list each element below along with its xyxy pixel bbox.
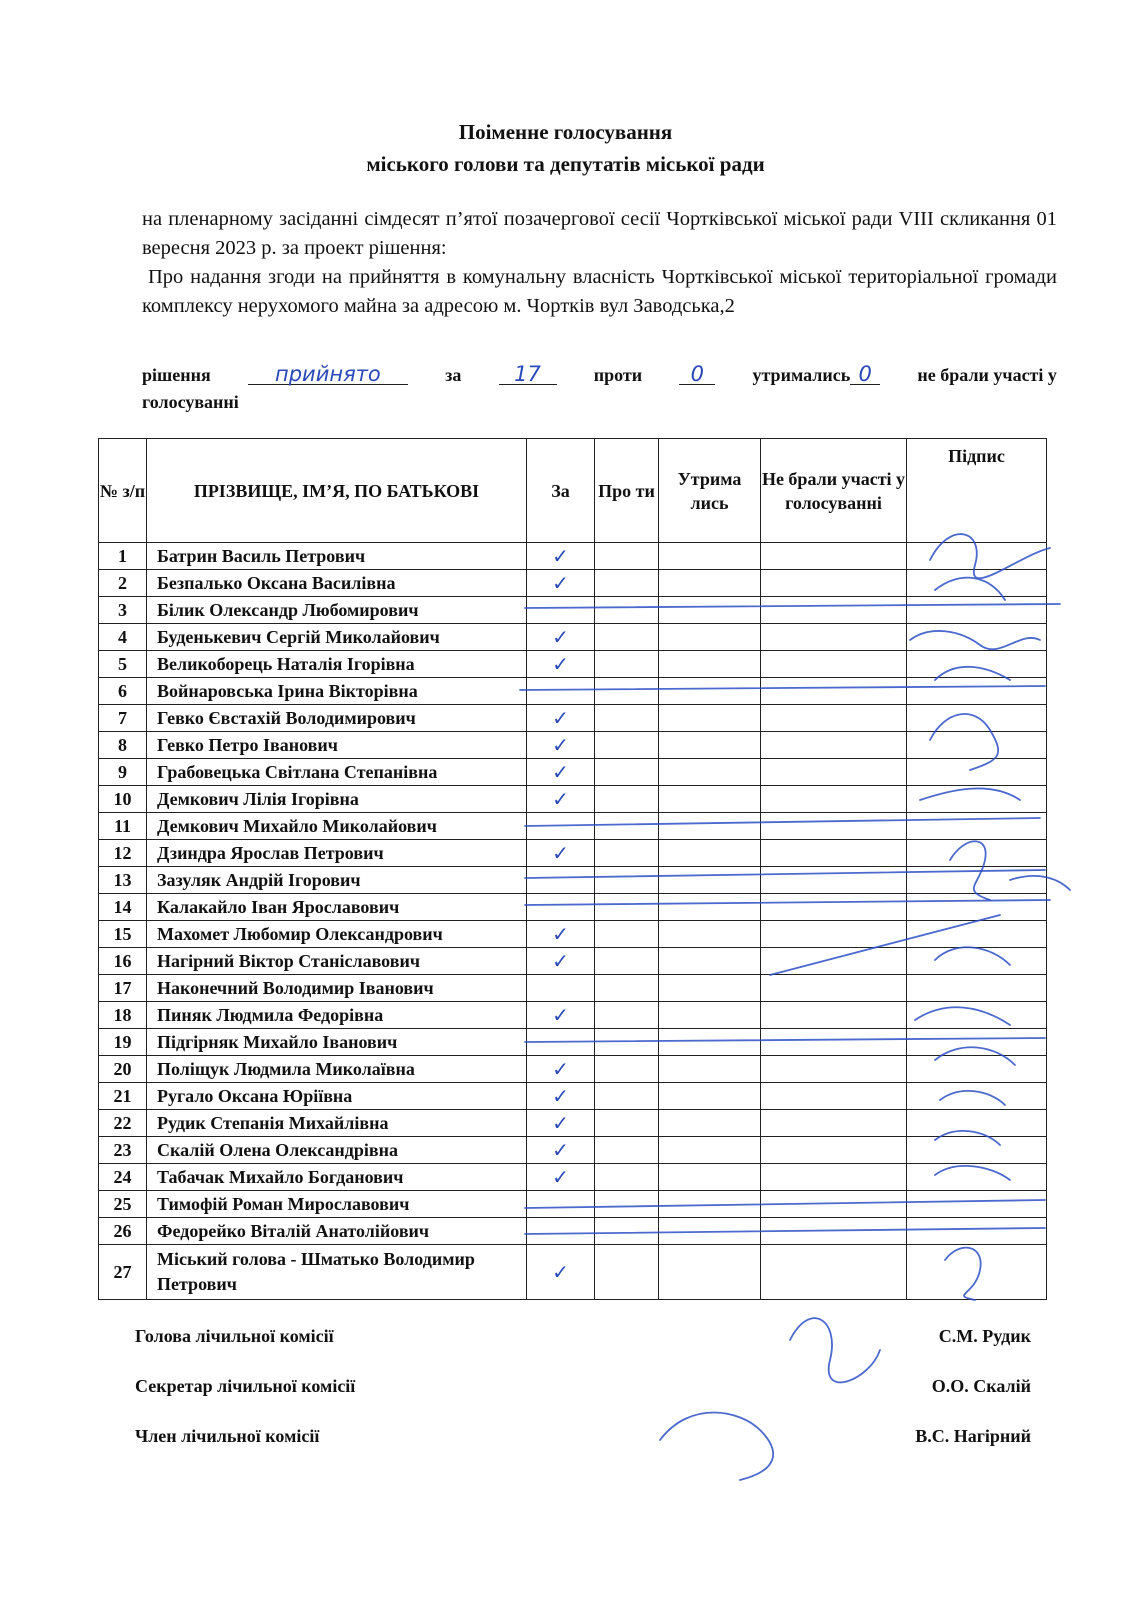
- row-against: [595, 732, 659, 759]
- session-description: [142, 205, 1057, 321]
- row-name: Тимофій Роман Мирославович: [147, 1191, 527, 1218]
- checkmark-icon: ✓: [552, 1057, 569, 1081]
- row-abstain: [659, 813, 761, 840]
- row-name: Рудик Степанія Михайлівна: [147, 1110, 527, 1137]
- row-not-participated: [761, 1029, 907, 1056]
- row-abstain: [659, 1083, 761, 1110]
- row-for: [527, 1029, 595, 1056]
- row-signature: [907, 732, 1047, 759]
- row-signature: [907, 921, 1047, 948]
- row-not-participated: [761, 705, 907, 732]
- for-label: за: [445, 365, 462, 385]
- row-number: 6: [99, 678, 147, 705]
- header-num: № з/п: [99, 439, 147, 543]
- row-signature: [907, 597, 1047, 624]
- row-name: Батрин Василь Петрович: [147, 543, 527, 570]
- row-against: [595, 1083, 659, 1110]
- checkmark-icon: ✓: [552, 1084, 569, 1108]
- row-signature: [907, 651, 1047, 678]
- row-signature: [907, 1083, 1047, 1110]
- row-against: [595, 813, 659, 840]
- row-for: [527, 1191, 595, 1218]
- row-for: [527, 921, 595, 948]
- row-name: Федорейко Віталій Анатолійович: [147, 1218, 527, 1245]
- document-subtitle: міського голови та депутатів міської ради: [366, 152, 765, 176]
- row-abstain: [659, 1191, 761, 1218]
- draft-decision-title: Про надання згоди на прийняття в комунальну власність Чортківської міської територіальної громади комплексу нерухомого майна за адресою м. Чортків вул Заводська,2: [142, 266, 1057, 317]
- row-number: 5: [99, 651, 147, 678]
- row-abstain: [659, 651, 761, 678]
- row-number: 17: [99, 975, 147, 1002]
- checkmark-icon: ✓: [552, 1111, 569, 1135]
- checkmark-icon: ✓: [552, 1138, 569, 1162]
- row-not-participated: [761, 1110, 907, 1137]
- row-number: 3: [99, 597, 147, 624]
- row-abstain: [659, 1056, 761, 1083]
- decision-label: рішення: [142, 365, 211, 385]
- row-number: 12: [99, 840, 147, 867]
- row-for: [527, 948, 595, 975]
- table-row: [99, 570, 1047, 597]
- table-row: [99, 1029, 1047, 1056]
- checkmark-icon: ✓: [552, 949, 569, 973]
- table-row: [99, 1056, 1047, 1083]
- row-signature: [907, 948, 1047, 975]
- row-abstain: [659, 1245, 761, 1300]
- row-name: Буденькевич Сергій Миколайович: [147, 624, 527, 651]
- row-abstain: [659, 921, 761, 948]
- row-signature: [907, 705, 1047, 732]
- row-abstain: [659, 786, 761, 813]
- row-for: [527, 651, 595, 678]
- row-name: Безпалько Оксана Василівна: [147, 570, 527, 597]
- row-signature: [907, 1029, 1047, 1056]
- table-row: [99, 543, 1047, 570]
- chair-label: Голова лічильної комісії: [135, 1326, 334, 1346]
- row-against: [595, 1218, 659, 1245]
- row-number: 10: [99, 786, 147, 813]
- row-name: Махомет Любомир Олександрович: [147, 921, 527, 948]
- table-row: [99, 1164, 1047, 1191]
- row-against: [595, 1191, 659, 1218]
- table-row: [99, 921, 1047, 948]
- row-signature: [907, 1137, 1047, 1164]
- checkmark-icon: ✓: [552, 1165, 569, 1189]
- row-for: [527, 1083, 595, 1110]
- row-for: [527, 1137, 595, 1164]
- row-number: 22: [99, 1110, 147, 1137]
- row-name: Грабовецька Світлана Степанівна: [147, 759, 527, 786]
- row-name: Поліщук Людмила Миколаївна: [147, 1056, 527, 1083]
- row-against: [595, 678, 659, 705]
- row-not-participated: [761, 624, 907, 651]
- row-abstain: [659, 1137, 761, 1164]
- row-signature: [907, 570, 1047, 597]
- row-for: [527, 732, 595, 759]
- row-not-participated: [761, 894, 907, 921]
- row-against: [595, 1029, 659, 1056]
- row-signature: [907, 678, 1047, 705]
- row-number: 7: [99, 705, 147, 732]
- row-for: [527, 570, 595, 597]
- row-against: [595, 570, 659, 597]
- table-row: [99, 732, 1047, 759]
- against-label: проти: [593, 365, 643, 385]
- row-against: [595, 705, 659, 732]
- row-not-participated: [761, 1056, 907, 1083]
- row-not-participated: [761, 543, 907, 570]
- row-name: Демкович Лілія Ігорівна: [147, 786, 527, 813]
- counting-commission-secretary: [135, 1376, 1031, 1397]
- row-against: [595, 786, 659, 813]
- row-for: [527, 867, 595, 894]
- row-abstain: [659, 1164, 761, 1191]
- counting-commission-chair: [135, 1326, 1031, 1347]
- row-abstain: [659, 570, 761, 597]
- member-name: В.С. Нагірний: [915, 1426, 1031, 1446]
- row-signature: [907, 543, 1047, 570]
- checkmark-icon: ✓: [552, 760, 569, 784]
- table-header-row: [99, 439, 1047, 543]
- row-for: [527, 1110, 595, 1137]
- row-signature: [907, 1245, 1047, 1300]
- table-row: [99, 894, 1047, 921]
- row-signature: [907, 975, 1047, 1002]
- row-number: 14: [99, 894, 147, 921]
- row-abstain: [659, 840, 761, 867]
- row-name: Гевко Євстахій Володимирович: [147, 705, 527, 732]
- row-for: [527, 786, 595, 813]
- row-signature: [907, 813, 1047, 840]
- row-against: [595, 867, 659, 894]
- row-against: [595, 1137, 659, 1164]
- row-against: [595, 624, 659, 651]
- row-for: [527, 705, 595, 732]
- row-signature: [907, 1110, 1047, 1137]
- row-number: 18: [99, 1002, 147, 1029]
- row-against: [595, 1164, 659, 1191]
- row-not-participated: [761, 651, 907, 678]
- row-number: 1: [99, 543, 147, 570]
- row-number: 4: [99, 624, 147, 651]
- row-abstain: [659, 1110, 761, 1137]
- checkmark-icon: ✓: [552, 922, 569, 946]
- row-not-participated: [761, 1245, 907, 1300]
- row-number: 16: [99, 948, 147, 975]
- row-for: [527, 1056, 595, 1083]
- row-not-participated: [761, 597, 907, 624]
- table-row: [99, 1110, 1047, 1137]
- row-against: [595, 1245, 659, 1300]
- checkmark-icon: ✓: [552, 841, 569, 865]
- row-name: Великоборець Наталія Ігорівна: [147, 651, 527, 678]
- abstained-label: утримались 0: [753, 362, 881, 389]
- against-count: 0: [679, 364, 715, 385]
- header-against: Про ти: [595, 439, 659, 543]
- row-abstain: [659, 1218, 761, 1245]
- row-abstain: [659, 975, 761, 1002]
- header-for: За: [527, 439, 595, 543]
- table-row: [99, 1191, 1047, 1218]
- document-title: Поіменне голосування: [458, 120, 673, 144]
- row-abstain: [659, 1002, 761, 1029]
- decision-value: прийнято: [248, 364, 408, 385]
- checkmark-icon: ✓: [552, 571, 569, 595]
- row-signature: [907, 840, 1047, 867]
- row-name: Войнаровська Ірина Вікторівна: [147, 678, 527, 705]
- checkmark-icon: ✓: [552, 1260, 569, 1284]
- row-abstain: [659, 867, 761, 894]
- table-row: [99, 1245, 1047, 1300]
- roll-call-body: [99, 543, 1047, 1300]
- table-row: [99, 1218, 1047, 1245]
- not-participated-label: не брали участі у: [917, 365, 1057, 385]
- row-for: [527, 1245, 595, 1300]
- table-row: [99, 705, 1047, 732]
- row-abstain: [659, 894, 761, 921]
- counting-commission-member: [135, 1426, 1031, 1447]
- table-row: [99, 759, 1047, 786]
- row-against: [595, 1056, 659, 1083]
- row-abstain: [659, 1029, 761, 1056]
- row-number: 11: [99, 813, 147, 840]
- row-name: Наконечний Володимир Іванович: [147, 975, 527, 1002]
- row-against: [595, 597, 659, 624]
- table-row: [99, 651, 1047, 678]
- row-signature: [907, 1191, 1047, 1218]
- row-name: Табачак Михайло Богданович: [147, 1164, 527, 1191]
- row-signature: [907, 759, 1047, 786]
- row-against: [595, 894, 659, 921]
- row-for: [527, 759, 595, 786]
- header-signature: Підпис: [907, 439, 1047, 543]
- row-number: 8: [99, 732, 147, 759]
- row-against: [595, 975, 659, 1002]
- not-participated-label-cont: голосуванні: [142, 392, 239, 412]
- row-not-participated: [761, 867, 907, 894]
- row-against: [595, 543, 659, 570]
- row-name: Гевко Петро Іванович: [147, 732, 527, 759]
- row-abstain: [659, 597, 761, 624]
- row-name: Ругало Оксана Юріївна: [147, 1083, 527, 1110]
- row-signature: [907, 1218, 1047, 1245]
- row-not-participated: [761, 732, 907, 759]
- row-signature: [907, 624, 1047, 651]
- row-abstain: [659, 732, 761, 759]
- row-for: [527, 894, 595, 921]
- row-name: Калакайло Іван Ярославович: [147, 894, 527, 921]
- table-row: [99, 597, 1047, 624]
- row-for: [527, 597, 595, 624]
- row-not-participated: [761, 678, 907, 705]
- row-number: 13: [99, 867, 147, 894]
- chair-name: С.М. Рудик: [938, 1326, 1031, 1346]
- checkmark-icon: ✓: [552, 787, 569, 811]
- checkmark-icon: ✓: [552, 625, 569, 649]
- row-name: Демкович Михайло Миколайович: [147, 813, 527, 840]
- row-for: [527, 975, 595, 1002]
- header-name: ПРІЗВИЩЕ, ІМ’Я, ПО БАТЬКОВІ: [147, 439, 527, 543]
- row-not-participated: [761, 921, 907, 948]
- row-against: [595, 1110, 659, 1137]
- row-name: Міський голова - Шматько Володимир Петрович: [147, 1245, 527, 1300]
- row-number: 23: [99, 1137, 147, 1164]
- row-not-participated: [761, 1218, 907, 1245]
- row-signature: [907, 894, 1047, 921]
- table-row: [99, 624, 1047, 651]
- checkmark-icon: ✓: [552, 1003, 569, 1027]
- row-number: 15: [99, 921, 147, 948]
- row-against: [595, 840, 659, 867]
- row-not-participated: [761, 948, 907, 975]
- table-row: [99, 1083, 1047, 1110]
- row-not-participated: [761, 1137, 907, 1164]
- row-name: Білик Олександр Любомирович: [147, 597, 527, 624]
- row-name: Підгірняк Михайло Іванович: [147, 1029, 527, 1056]
- row-abstain: [659, 678, 761, 705]
- abstained-count: 0: [850, 364, 880, 385]
- row-number: 27: [99, 1245, 147, 1300]
- table-row: [99, 840, 1047, 867]
- checkmark-icon: ✓: [552, 706, 569, 730]
- row-signature: [907, 1056, 1047, 1083]
- table-row: [99, 1002, 1047, 1029]
- table-row: [99, 867, 1047, 894]
- for-count: 17: [499, 364, 557, 385]
- row-for: [527, 624, 595, 651]
- row-name: Зазуляк Андрій Ігорович: [147, 867, 527, 894]
- row-not-participated: [761, 840, 907, 867]
- row-abstain: [659, 948, 761, 975]
- session-line: на пленарному засіданні сімдесят п’ятої позачергової сесії Чортківської міської ради VIII скликання 01 вересня 2023 р. за проект рішення:: [142, 208, 1057, 259]
- row-number: 24: [99, 1164, 147, 1191]
- row-against: [595, 948, 659, 975]
- row-not-participated: [761, 975, 907, 1002]
- table-row: [99, 813, 1047, 840]
- row-for: [527, 678, 595, 705]
- table-row: [99, 975, 1047, 1002]
- row-not-participated: [761, 1164, 907, 1191]
- row-not-participated: [761, 1083, 907, 1110]
- row-for: [527, 1164, 595, 1191]
- header-not-participated: Не брали участі у голосуванні: [761, 439, 907, 543]
- row-number: 2: [99, 570, 147, 597]
- row-abstain: [659, 759, 761, 786]
- member-label: Член лічильної комісії: [135, 1426, 320, 1446]
- row-against: [595, 1002, 659, 1029]
- row-not-participated: [761, 759, 907, 786]
- row-number: 25: [99, 1191, 147, 1218]
- row-not-participated: [761, 1191, 907, 1218]
- table-row: [99, 948, 1047, 975]
- secretary-name: О.О. Скалій: [931, 1376, 1031, 1396]
- row-signature: [907, 786, 1047, 813]
- secretary-label: Секретар лічильної комісії: [135, 1376, 356, 1396]
- table-row: [99, 1137, 1047, 1164]
- checkmark-icon: ✓: [552, 733, 569, 757]
- row-against: [595, 921, 659, 948]
- row-for: [527, 543, 595, 570]
- row-signature: [907, 1002, 1047, 1029]
- row-number: 21: [99, 1083, 147, 1110]
- row-against: [595, 651, 659, 678]
- row-signature: [907, 1164, 1047, 1191]
- row-name: Дзиндра Ярослав Петрович: [147, 840, 527, 867]
- row-number: 9: [99, 759, 147, 786]
- row-not-participated: [761, 813, 907, 840]
- header-abstain: Утрима лись: [659, 439, 761, 543]
- table-row: [99, 678, 1047, 705]
- row-name: Скалій Олена Олександрівна: [147, 1137, 527, 1164]
- row-for: [527, 1218, 595, 1245]
- row-name: Пиняк Людмила Федорівна: [147, 1002, 527, 1029]
- row-for: [527, 840, 595, 867]
- row-signature: [907, 867, 1047, 894]
- row-for: [527, 1002, 595, 1029]
- row-not-participated: [761, 570, 907, 597]
- row-number: 19: [99, 1029, 147, 1056]
- row-abstain: [659, 705, 761, 732]
- table-row: [99, 786, 1047, 813]
- row-not-participated: [761, 786, 907, 813]
- decision-summary: [142, 362, 1057, 416]
- row-abstain: [659, 624, 761, 651]
- roll-call-table: [98, 438, 1047, 1300]
- row-not-participated: [761, 1002, 907, 1029]
- row-name: Нагірний Віктор Станіславович: [147, 948, 527, 975]
- row-abstain: [659, 543, 761, 570]
- row-against: [595, 759, 659, 786]
- row-number: 26: [99, 1218, 147, 1245]
- checkmark-icon: ✓: [552, 652, 569, 676]
- row-number: 20: [99, 1056, 147, 1083]
- checkmark-icon: ✓: [552, 544, 569, 568]
- row-for: [527, 813, 595, 840]
